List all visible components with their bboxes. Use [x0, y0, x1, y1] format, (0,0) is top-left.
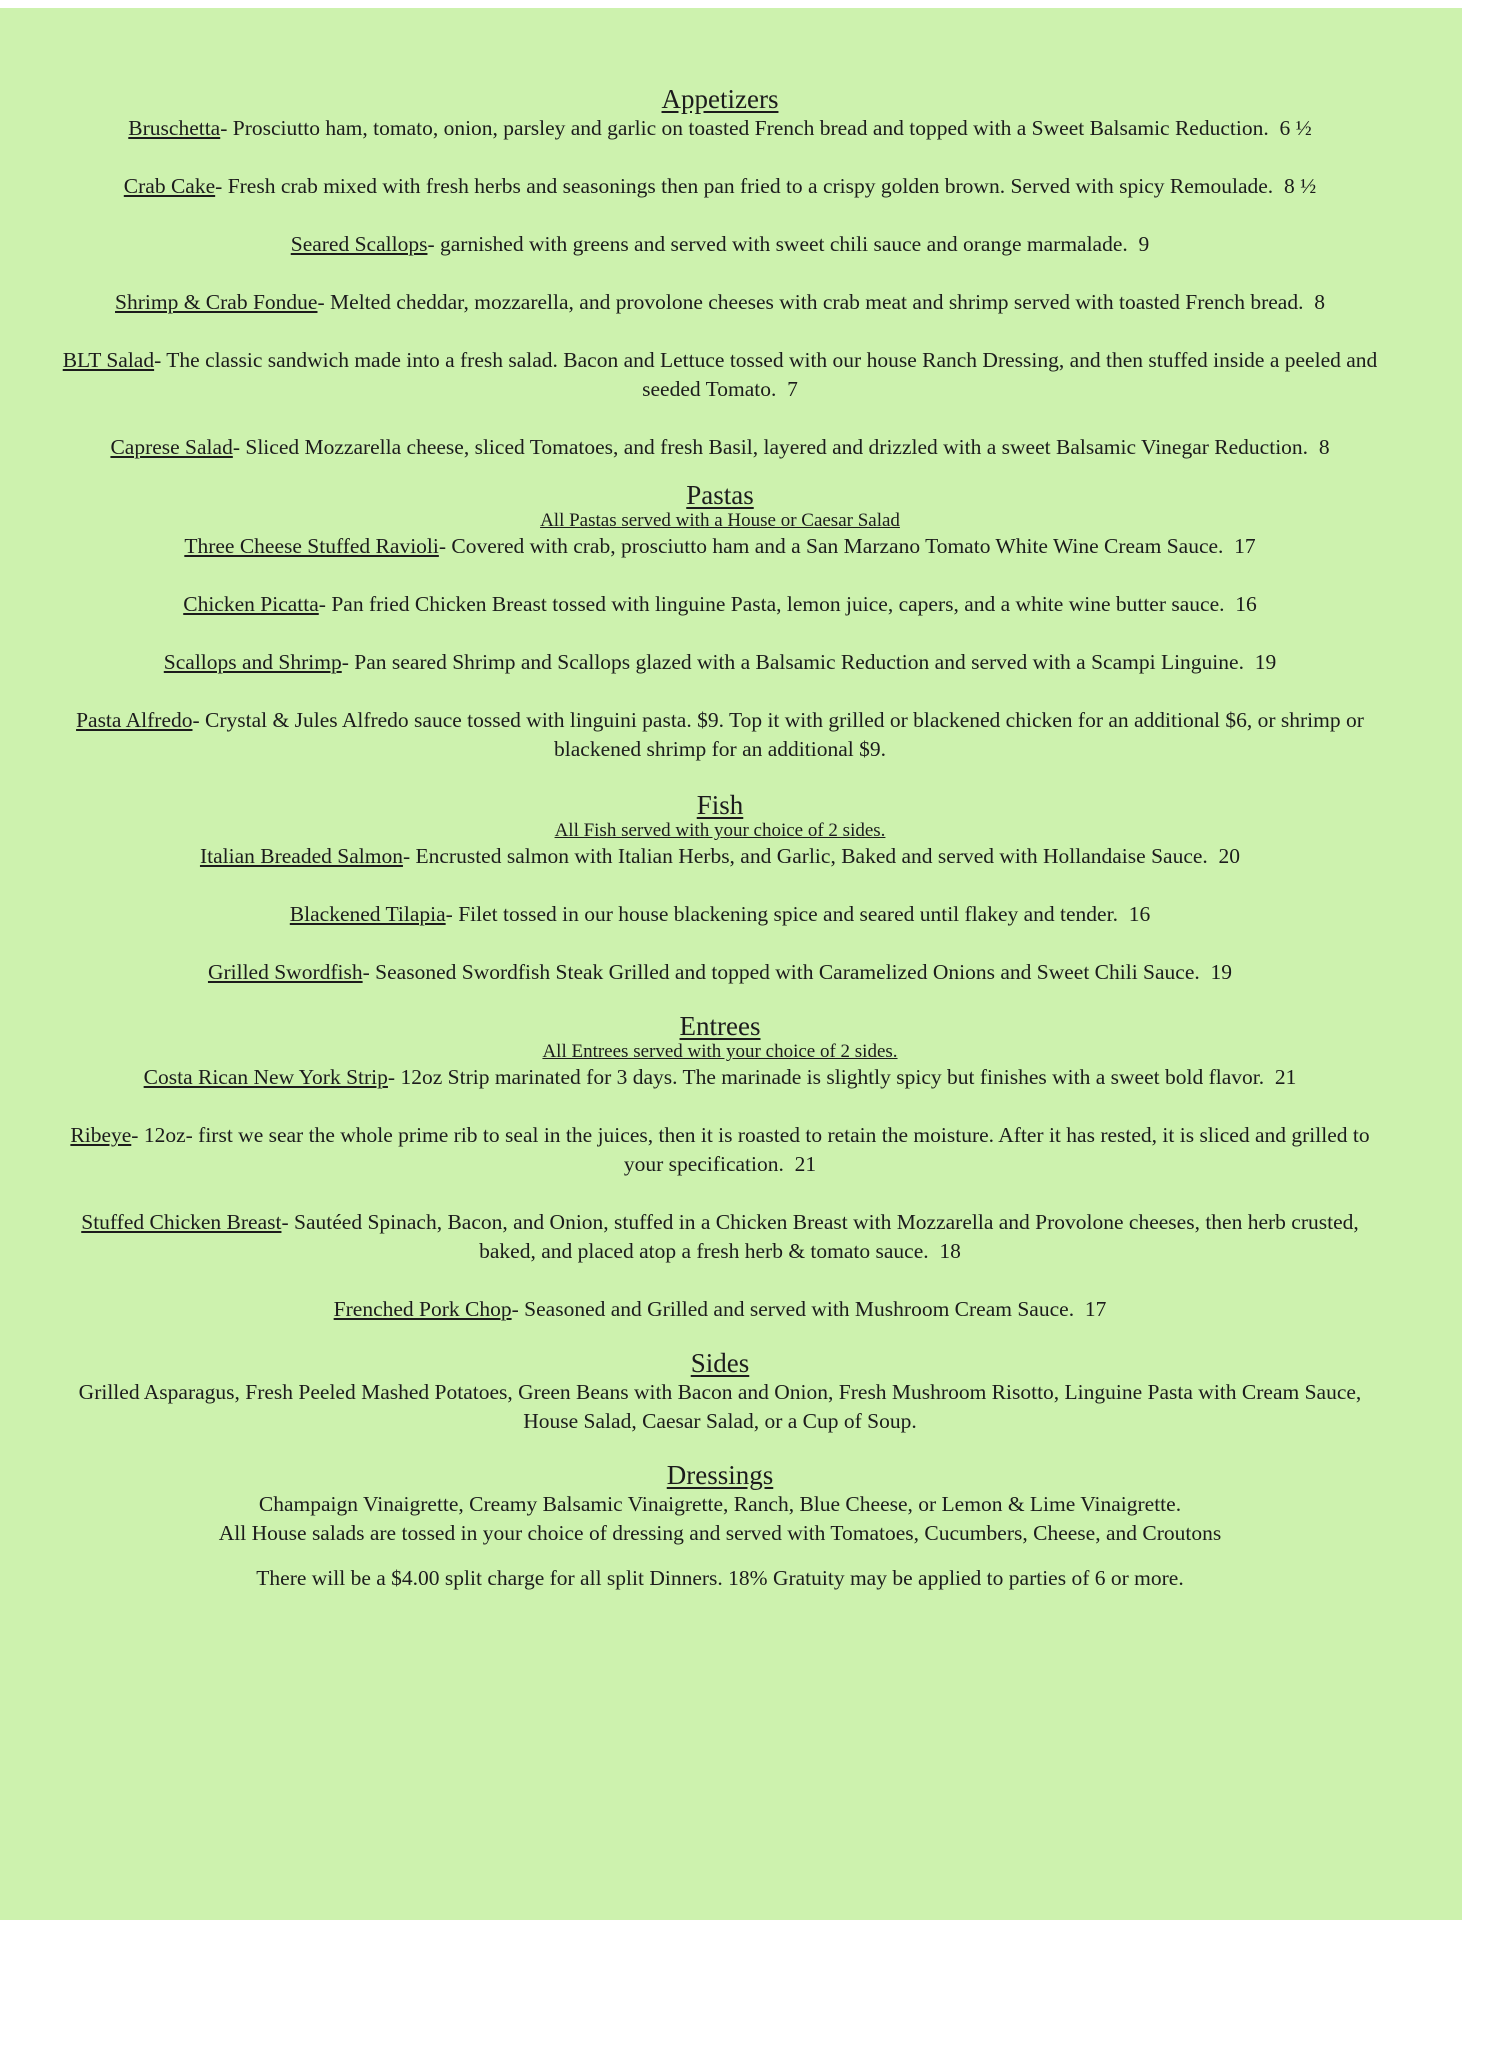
item-name: Grilled Swordfish: [207, 960, 363, 984]
item-price: 16: [1235, 592, 1257, 616]
item-price: 21: [794, 1152, 817, 1176]
item-price: 6 ½: [1279, 116, 1312, 140]
item-description: Seasoned and Grilled and served with Mushroom Cream Sauce.: [524, 1297, 1075, 1321]
item-separator: -: [341, 650, 355, 674]
section-note-pastas: All Pastas served with a House or Caesar Salad: [540, 510, 900, 531]
item-name: Ribeye: [70, 1123, 132, 1147]
item-price: 8: [1314, 290, 1325, 314]
item-separator: -: [131, 1123, 144, 1147]
item-separator: -: [220, 116, 233, 140]
menu-item: [60, 230, 1380, 259]
item-separator: -: [362, 960, 376, 984]
item-price: 16: [1128, 902, 1151, 926]
split-charge-note: There will be a $4.00 split charge for all split Dinners. 18% Gratuity may be applied to parties of 6 or more.: [256, 1566, 1184, 1590]
item-separator: -: [318, 592, 332, 616]
item-description: Pan seared Shrimp and Scallops glazed with a Balsamic Reduction and served with a Scampi Linguine.: [354, 650, 1244, 674]
menu-item: [60, 1208, 1380, 1266]
menu-item: [60, 1121, 1380, 1179]
item-separator: -: [317, 290, 331, 314]
menu-item: [60, 433, 1380, 462]
item-price: 9: [1138, 232, 1150, 256]
item-price: 19: [1254, 650, 1277, 674]
item-description: Covered with crab, prosciutto ham and a San Marzano Tomato White Wine Cream Sauce.: [451, 534, 1224, 558]
item-description: Encrusted salmon with Italian Herbs, and Garlic, Baked and served with Hollandaise Sauce.: [415, 844, 1208, 868]
menu-item: [60, 842, 1380, 871]
item-description: Seasoned Swordfish Steak Grilled and topped with Caramelized Onions and Sweet Chili Sauce.: [375, 960, 1200, 984]
item-price: 8 ½: [1283, 174, 1317, 198]
item-price: 17: [1234, 534, 1256, 558]
menu-item: [60, 172, 1380, 201]
item-name: Frenched Pork Chop: [333, 1297, 512, 1321]
item-description: Pan fried Chicken Breast tossed with linguine Pasta, lemon juice, capers, and a white wine butter sauce.: [331, 592, 1225, 616]
item-price: 19: [1210, 960, 1233, 984]
item-price: 17: [1084, 1297, 1107, 1321]
item-name: Stuffed Chicken Breast: [81, 1210, 282, 1234]
sides-list: Grilled Asparagus, Fresh Peeled Mashed Potatoes, Green Beans with Bacon and Onion, Fresh Mushroom Risotto, Linguine Pasta with Cream Sauce, House Salad, Caesar Salad, or a Cup of Soup.: [78, 1380, 1362, 1433]
item-price: 20: [1218, 844, 1241, 868]
item-separator: -: [402, 844, 416, 868]
menu-item: [60, 900, 1380, 929]
item-description: Prosciutto ham, tomato, onion, parsley and garlic on toasted French bread and topped with a Sweet Balsamic Reduction.: [232, 116, 1269, 140]
item-price: 18: [939, 1239, 961, 1263]
menu-item: [60, 1295, 1380, 1324]
item-separator: -: [427, 232, 441, 256]
item-separator: -: [154, 348, 167, 372]
item-separator: -: [511, 1297, 525, 1321]
item-description: Sliced Mozzarella cheese, sliced Tomatoes, and fresh Basil, layered and drizzled with a sweet Balsamic Vinegar Reduction.: [245, 435, 1309, 459]
item-name: Italian Breaded Salmon: [199, 844, 403, 868]
item-description: The classic sandwich made into a fresh salad. Bacon and Lettuce tossed with our house Ranch Dressing, and then stuffed inside a peeled and seeded Tomato.: [166, 348, 1378, 401]
menu-item: [60, 590, 1380, 619]
item-name: Scallops and Shrimp: [163, 650, 342, 674]
menu-item: [60, 532, 1380, 561]
item-separator: -: [192, 708, 206, 732]
menu-item: [60, 114, 1380, 143]
item-name: Three Cheese Stuffed Ravioli: [184, 534, 439, 558]
dressings-note: All House salads are tossed in your choice of dressing and served with Tomatoes, Cucumbers, Cheese, and Croutons: [218, 1521, 1222, 1545]
item-description: Sautéed Spinach, Bacon, and Onion, stuffed in a Chicken Breast with Mozzarella and Provolone cheeses, then herb crusted, baked, and placed atop a fresh herb & tomato sauce.: [294, 1210, 1359, 1263]
section-title-dressings: Dressings: [666, 1460, 774, 1490]
section-note-fish: All Fish served with your choice of 2 sides.: [554, 820, 886, 841]
item-name: Blackened Tilapia: [289, 902, 446, 926]
item-name: Caprese Salad: [110, 435, 233, 459]
item-name: Chicken Picatta: [183, 592, 319, 616]
item-price: 7: [787, 377, 798, 401]
item-name: Shrimp & Crab Fondue: [115, 290, 318, 314]
item-separator: -: [445, 902, 459, 926]
item-description: 12oz- first we sear the whole prime rib to seal in the juices, then it is roasted to retain the moisture. After it has rested, it is sliced and grilled to your specification.: [143, 1123, 1370, 1176]
section-title-sides: Sides: [690, 1348, 750, 1378]
item-separator: -: [215, 174, 228, 198]
menu-item: [60, 706, 1380, 764]
item-name: Costa Rican New York Strip: [143, 1065, 388, 1089]
section-title-entrees: Entrees: [679, 1011, 761, 1041]
section-note-entrees: All Entrees served with your choice of 2 sides.: [542, 1041, 898, 1062]
item-description: Fresh crab mixed with fresh herbs and seasonings then pan fried to a crispy golden brown. Served with spicy Remoulade.: [227, 174, 1274, 198]
item-name: Pasta Alfredo: [76, 708, 193, 732]
section-title-fish: Fish: [696, 790, 744, 820]
item-description: Filet tossed in our house blackening spice and seared until flakey and tender.: [458, 902, 1118, 926]
menu-item: [60, 648, 1380, 677]
menu-content: [60, 84, 1380, 1593]
item-description: Crystal & Jules Alfredo sauce tossed with linguini pasta. $9. Top it with grilled or blackened chicken for an additional $6, or shrimp or blackened shrimp for an additional $9.: [205, 708, 1364, 761]
item-separator: -: [232, 435, 246, 459]
item-description: garnished with greens and served with sweet chili sauce and orange marmalade.: [440, 232, 1128, 256]
item-price: 8: [1318, 435, 1330, 459]
menu-item: [60, 958, 1380, 987]
item-price: 21: [1274, 1065, 1297, 1089]
item-name: BLT Salad: [62, 348, 155, 372]
menu-item: [60, 1063, 1380, 1092]
section-title-pastas: Pastas: [686, 480, 754, 510]
menu-page: [0, 8, 1462, 1920]
item-separator: -: [438, 534, 452, 558]
item-description: 12oz Strip marinated for 3 days. The marinade is slightly spicy but finishes with a sweet bold flavor.: [400, 1065, 1265, 1089]
item-description: Melted cheddar, mozzarella, and provolone cheeses with crab meat and shrimp served with toasted French bread.: [330, 290, 1304, 314]
item-name: Bruschetta: [128, 116, 221, 140]
item-name: Seared Scallops: [290, 232, 428, 256]
item-separator: -: [387, 1065, 401, 1089]
item-name: Crab Cake: [123, 174, 216, 198]
dressings-list: Champaign Vinaigrette, Creamy Balsamic Vinaigrette, Ranch, Blue Cheese, or Lemon & Lime Vinaigrette.: [258, 1492, 1182, 1516]
menu-item: [60, 346, 1380, 404]
menu-item: [60, 288, 1380, 317]
item-separator: -: [281, 1210, 295, 1234]
section-title-appetizers: Appetizers: [661, 84, 779, 114]
